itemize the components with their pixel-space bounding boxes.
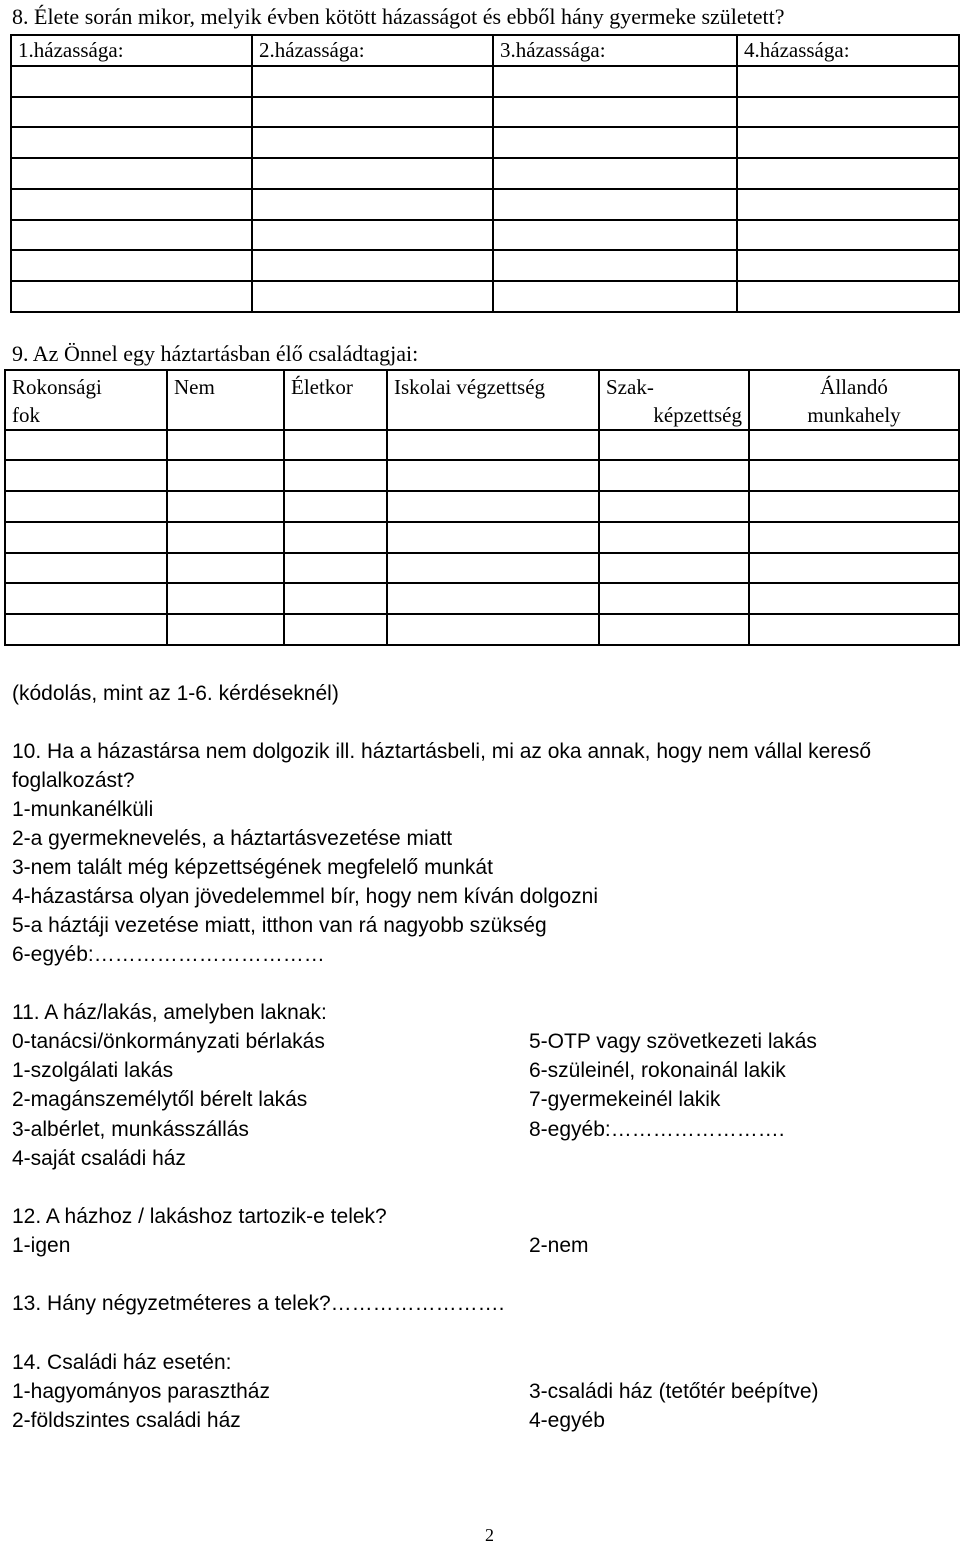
q9-input-cell[interactable]: [599, 491, 749, 522]
q9-input-cell[interactable]: [284, 583, 387, 614]
q9-input-cell[interactable]: [167, 460, 284, 491]
table-row: [11, 220, 959, 250]
q8-input-cell[interactable]: [11, 158, 252, 189]
q11-option: 3-albérlet, munkásszállás: [12, 1118, 249, 1141]
q8-input-cell[interactable]: [737, 66, 959, 97]
q8-input-cell[interactable]: [737, 250, 959, 281]
q8-input-cell[interactable]: [252, 97, 493, 127]
table-row: [11, 281, 959, 312]
q14-question: 14. Családi ház esetén:: [12, 1351, 232, 1374]
q9-header-cell: [284, 370, 387, 430]
q9-header-cell: [167, 370, 284, 430]
q10-option: 4-házastársa olyan jövedelemmel bír, hogy nem kíván dolgozni: [12, 885, 598, 908]
q14-option: 1-hagyományos parasztház: [12, 1380, 270, 1403]
q9-input-cell[interactable]: [5, 522, 167, 553]
q8-input-cell[interactable]: [737, 97, 959, 127]
q9-note: (kódolás, mint az 1-6. kérdéseknél): [12, 682, 339, 705]
q9-input-cell[interactable]: [5, 430, 167, 460]
q8-input-cell[interactable]: [493, 127, 737, 158]
q11-option: 0-tanácsi/önkormányzati bérlakás: [12, 1030, 325, 1053]
q14-option: 2-földszintes családi ház: [12, 1409, 241, 1432]
q9-input-cell[interactable]: [167, 491, 284, 522]
q8-input-cell[interactable]: [11, 189, 252, 220]
q11-option: 6-szüleinél, rokonainál lakik: [529, 1059, 786, 1082]
q9-header-line2: munkahely: [807, 403, 901, 427]
q10-question-line2: foglalkozást?: [12, 769, 135, 792]
q8-input-cell[interactable]: [11, 127, 252, 158]
q8-input-cell[interactable]: [252, 281, 493, 312]
table-row: [5, 583, 959, 614]
table-row: [5, 614, 959, 645]
q9-input-cell[interactable]: [167, 430, 284, 460]
q8-input-cell[interactable]: [493, 66, 737, 97]
q8-input-cell[interactable]: [493, 189, 737, 220]
q8-marriage-table: [10, 34, 960, 313]
q9-input-cell[interactable]: [167, 614, 284, 645]
q9-input-cell[interactable]: [387, 430, 599, 460]
q8-input-cell[interactable]: [252, 66, 493, 97]
q11-question: 11. A ház/lakás, amelyben laknak:: [12, 1001, 327, 1024]
q9-input-cell[interactable]: [5, 553, 167, 583]
table-row: [11, 189, 959, 220]
q9-header-cell: [749, 370, 959, 430]
q9-input-cell[interactable]: [284, 460, 387, 491]
q9-input-cell[interactable]: [5, 614, 167, 645]
table-row: [11, 250, 959, 281]
table-row: [11, 127, 959, 158]
q8-input-cell[interactable]: [11, 66, 252, 97]
q14-option: 3-családi ház (tetőtér beépítve): [529, 1380, 819, 1403]
q10-option: 3-nem talált még képzettségének megfelelő munkát: [12, 856, 493, 879]
table-row: [5, 430, 959, 460]
q8-input-cell[interactable]: [737, 220, 959, 250]
q8-header-cell: 4.házassága:: [737, 35, 959, 66]
q9-input-cell[interactable]: [284, 491, 387, 522]
q9-input-cell[interactable]: [599, 614, 749, 645]
q9-input-cell[interactable]: [167, 522, 284, 553]
table-row: [5, 460, 959, 491]
q11-option: 8-egyéb:…………………….: [529, 1118, 785, 1141]
q9-input-cell[interactable]: [284, 553, 387, 583]
q9-header-line1: Rokonsági: [12, 375, 102, 399]
q8-input-cell[interactable]: [737, 127, 959, 158]
q9-input-cell[interactable]: [599, 522, 749, 553]
q9-input-cell[interactable]: [5, 460, 167, 491]
table-row: [11, 158, 959, 189]
q8-input-cell[interactable]: [737, 158, 959, 189]
q11-option: 7-gyermekeinél lakik: [529, 1088, 721, 1111]
q9-input-cell[interactable]: [387, 491, 599, 522]
q11-option: 1-szolgálati lakás: [12, 1059, 174, 1082]
q9-input-cell[interactable]: [5, 491, 167, 522]
table-row: [11, 97, 959, 127]
q10-option: 2-a gyermeknevelés, a háztartásvezetése miatt: [12, 827, 453, 850]
q8-question: 8. Élete során mikor, melyik évben kötött házasságot és ebből hány gyermeke született?: [12, 4, 785, 29]
q9-input-cell[interactable]: [387, 553, 599, 583]
q8-header-cell: 1.házassága:: [11, 35, 252, 66]
q9-header-line1: Állandó: [820, 375, 888, 399]
q8-input-cell[interactable]: [737, 189, 959, 220]
q9-input-cell[interactable]: [284, 614, 387, 645]
q9-input-cell[interactable]: [749, 522, 959, 553]
page-number: 2: [485, 1525, 494, 1545]
q11-option: 4-saját családi ház: [12, 1147, 186, 1170]
q10-question-line1: 10. Ha a házastársa nem dolgozik ill. háztartásbeli, mi az oka annak, hogy nem vállal kereső: [12, 740, 872, 763]
q9-header-cell: [5, 370, 167, 430]
q12-option-yes: 1-igen: [12, 1234, 71, 1257]
q9-input-cell[interactable]: [167, 553, 284, 583]
q8-input-cell[interactable]: [737, 281, 959, 312]
q9-input-cell[interactable]: [599, 553, 749, 583]
q9-question: 9. Az Önnel egy háztartásban élő családtagjai:: [12, 341, 419, 366]
q9-input-cell[interactable]: [387, 522, 599, 553]
q8-input-cell[interactable]: [493, 158, 737, 189]
q9-input-cell[interactable]: [599, 583, 749, 614]
table-row: [5, 522, 959, 553]
q9-household-table: [4, 369, 960, 646]
q12-option-no: 2-nem: [529, 1234, 589, 1257]
q10-option: 6-egyéb:……………………………: [12, 943, 325, 966]
q9-input-cell[interactable]: [749, 583, 959, 614]
q9-header-line1: Életkor: [291, 375, 353, 399]
table-row: [5, 553, 959, 583]
q9-header-line2: képzettség: [653, 403, 742, 427]
q9-header-line2: fok: [12, 403, 40, 427]
q8-input-cell[interactable]: [252, 250, 493, 281]
q9-header-row: [5, 370, 959, 430]
q8-input-cell[interactable]: [252, 189, 493, 220]
q9-header-cell: [599, 370, 749, 430]
q8-header-cell: 3.házassága:: [493, 35, 737, 66]
q11-option: 2-magánszemélytől bérelt lakás: [12, 1088, 308, 1111]
q10-option: 5-a háztáji vezetése miatt, itthon van rá nagyobb szükség: [12, 914, 547, 937]
q14-option: 4-egyéb: [529, 1409, 605, 1432]
q9-input-cell[interactable]: [387, 583, 599, 614]
q13-question: 13. Hány négyzetméteres a telek?…………………….: [12, 1292, 505, 1315]
q8-input-cell[interactable]: [252, 158, 493, 189]
q9-header-line1: Iskolai végzettség: [394, 375, 546, 399]
q8-input-cell[interactable]: [493, 250, 737, 281]
q8-input-cell[interactable]: [493, 281, 737, 312]
q9-header-line1: Szak-: [606, 375, 654, 399]
q9-input-cell[interactable]: [749, 614, 959, 645]
q12-question: 12. A házhoz / lakáshoz tartozik-e telek?: [12, 1205, 387, 1228]
q11-option: 5-OTP vagy szövetkezeti lakás: [529, 1030, 817, 1053]
q8-input-cell[interactable]: [252, 220, 493, 250]
q8-input-cell[interactable]: [11, 250, 252, 281]
q8-input-cell[interactable]: [11, 281, 252, 312]
q8-header-row: [11, 35, 959, 66]
q9-header-cell: [387, 370, 599, 430]
q9-input-cell[interactable]: [284, 430, 387, 460]
q8-input-cell[interactable]: [252, 127, 493, 158]
q9-input-cell[interactable]: [749, 460, 959, 491]
q8-header-cell: 2.házassága:: [252, 35, 493, 66]
table-row: [5, 491, 959, 522]
q9-header-line1: Nem: [174, 375, 215, 399]
q9-input-cell[interactable]: [387, 460, 599, 491]
q9-input-cell[interactable]: [387, 614, 599, 645]
table-row: [11, 66, 959, 97]
q9-input-cell[interactable]: [749, 491, 959, 522]
q8-input-cell[interactable]: [493, 220, 737, 250]
q10-option: 1-munkanélküli: [12, 798, 154, 821]
q9-input-cell[interactable]: [167, 583, 284, 614]
q9-input-cell[interactable]: [749, 430, 959, 460]
q9-input-cell[interactable]: [5, 583, 167, 614]
q8-input-cell[interactable]: [11, 97, 252, 127]
q9-input-cell[interactable]: [284, 522, 387, 553]
q8-input-cell[interactable]: [493, 97, 737, 127]
q9-input-cell[interactable]: [749, 553, 959, 583]
q9-input-cell[interactable]: [599, 430, 749, 460]
q9-input-cell[interactable]: [599, 460, 749, 491]
q8-input-cell[interactable]: [11, 220, 252, 250]
